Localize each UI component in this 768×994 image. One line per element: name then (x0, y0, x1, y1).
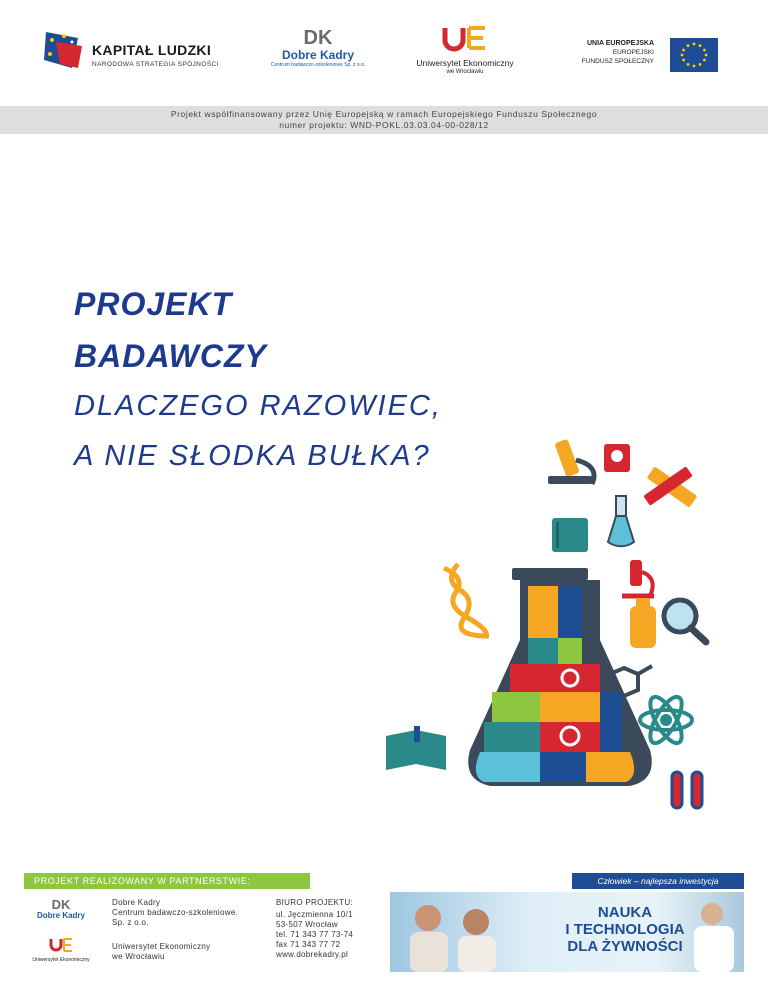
photo-child1-body (410, 932, 448, 972)
book-icon (552, 518, 588, 552)
footer-dk-title: Dobre Kadry (36, 911, 85, 920)
magnifier-icon (664, 600, 706, 642)
ue-emblem (441, 26, 489, 52)
dna-icon (444, 564, 488, 638)
microscope-icon (548, 439, 594, 484)
partner2 (112, 942, 211, 962)
cofinancing-line1: Projekt współfinansowany przez Unię Europejską w ramach Europejskiego Funduszu Społecznego (170, 109, 598, 119)
ruler-pencil-icon (643, 466, 697, 507)
slogan-text: Człowiek – najlepsza inwestycja (597, 876, 719, 886)
office-city: 53-507 Wrocław (276, 920, 338, 929)
office-label: BIURO PROJEKTU: (276, 898, 353, 907)
partner1-line2: Centrum badawczo-szkoleniowe. (112, 908, 239, 917)
partnership-bar (24, 873, 310, 889)
puzzle-flask (468, 568, 652, 786)
partner1 (112, 898, 238, 928)
open-book-icon (386, 726, 446, 770)
kapital-ludzki-logo (42, 28, 242, 78)
eu-line2: EUROPEJSKI (612, 49, 654, 56)
nauka-line2: I TECHNOLOGIA (565, 921, 685, 938)
nauka-line3: DLA ŻYWNOŚCI (567, 938, 683, 955)
ue-city: we Wrocławiu (446, 69, 484, 75)
footer-dk-mark: DK (51, 897, 71, 912)
photo-scientist-head (701, 903, 723, 925)
partner2-line2: we Wrocławiu (112, 952, 165, 961)
photo-child2-body (458, 936, 496, 972)
dobre-kadry-title: Dobre Kadry (281, 48, 355, 62)
photo-child1-head (415, 905, 441, 931)
eu-line1: UNIA EUROPEJSKA (586, 40, 654, 47)
kapital-subtitle: NARODOWA STRATEGIA SPÓJNOŚCI (92, 61, 219, 68)
partner2-line1: Uniwersytet Ekonomiczny (112, 942, 211, 951)
partner1-line1: Dobre Kadry (112, 898, 161, 907)
cofinancing-line2: numer projektu: WND-POKL.03.03.04-00-028/12 (279, 120, 489, 130)
project-office (276, 898, 353, 960)
test-tubes-icon (672, 772, 702, 808)
nauka-line1: NAUKA (597, 904, 653, 921)
footer-ue-logo (28, 938, 94, 963)
footer-ue-name: Uniwersytet Ekonomiczny (32, 957, 90, 963)
office-phone: tel. 71 343 77 73-74 (276, 930, 354, 939)
partner1-line3: Sp. z o.o. (112, 918, 149, 927)
ue-logo (410, 26, 520, 82)
eu-flag (670, 38, 718, 72)
small-flask-icon (608, 496, 634, 546)
eu-fund-text (558, 39, 654, 66)
ue-name: Uniwersytet Ekonomiczny (416, 58, 514, 68)
dobre-kadry-logo (270, 28, 366, 78)
office-website[interactable]: www.dobrekadry.pl (276, 950, 349, 959)
office-fax: fax 71 343 77 72 (276, 940, 341, 949)
photo-collage (390, 892, 744, 972)
eu-line3: FUNDUSZ SPOŁECZNY (581, 58, 654, 65)
photo-scientist-body (694, 926, 734, 972)
dobre-kadry-subtitle: Centrum badawczo-szkoleniowe Sp. z o.o. (270, 62, 366, 68)
kapital-title: KAPITAŁ LUDZKI (92, 42, 212, 58)
title-line2: BADAWCZY (74, 338, 267, 374)
nauka-title (550, 904, 700, 955)
photo-child2-head (463, 909, 489, 935)
footer-ue-emblem (49, 938, 73, 952)
kapital-ludzki-emblem (42, 28, 84, 72)
microscope-red-icon (622, 560, 654, 596)
title-line4: A NIE SŁODKA BUŁKA? (74, 440, 431, 472)
office-address: ul. Jęczmienna 10/1 (276, 910, 353, 919)
title-line1: PROJEKT (74, 286, 233, 322)
footer-dobre-kadry-logo (30, 898, 92, 920)
dobre-kadry-mark: DK (303, 27, 333, 49)
partnership-label: PROJEKT REALIZOWANY W PARTNERSTWIE: (34, 876, 251, 886)
atom-icon (640, 692, 692, 747)
cofinancing-band (0, 106, 768, 134)
slogan-bar (572, 873, 744, 889)
flask-illustration (380, 430, 720, 830)
title-line3: DLACZEGO RAZOWIEC, (74, 390, 442, 422)
